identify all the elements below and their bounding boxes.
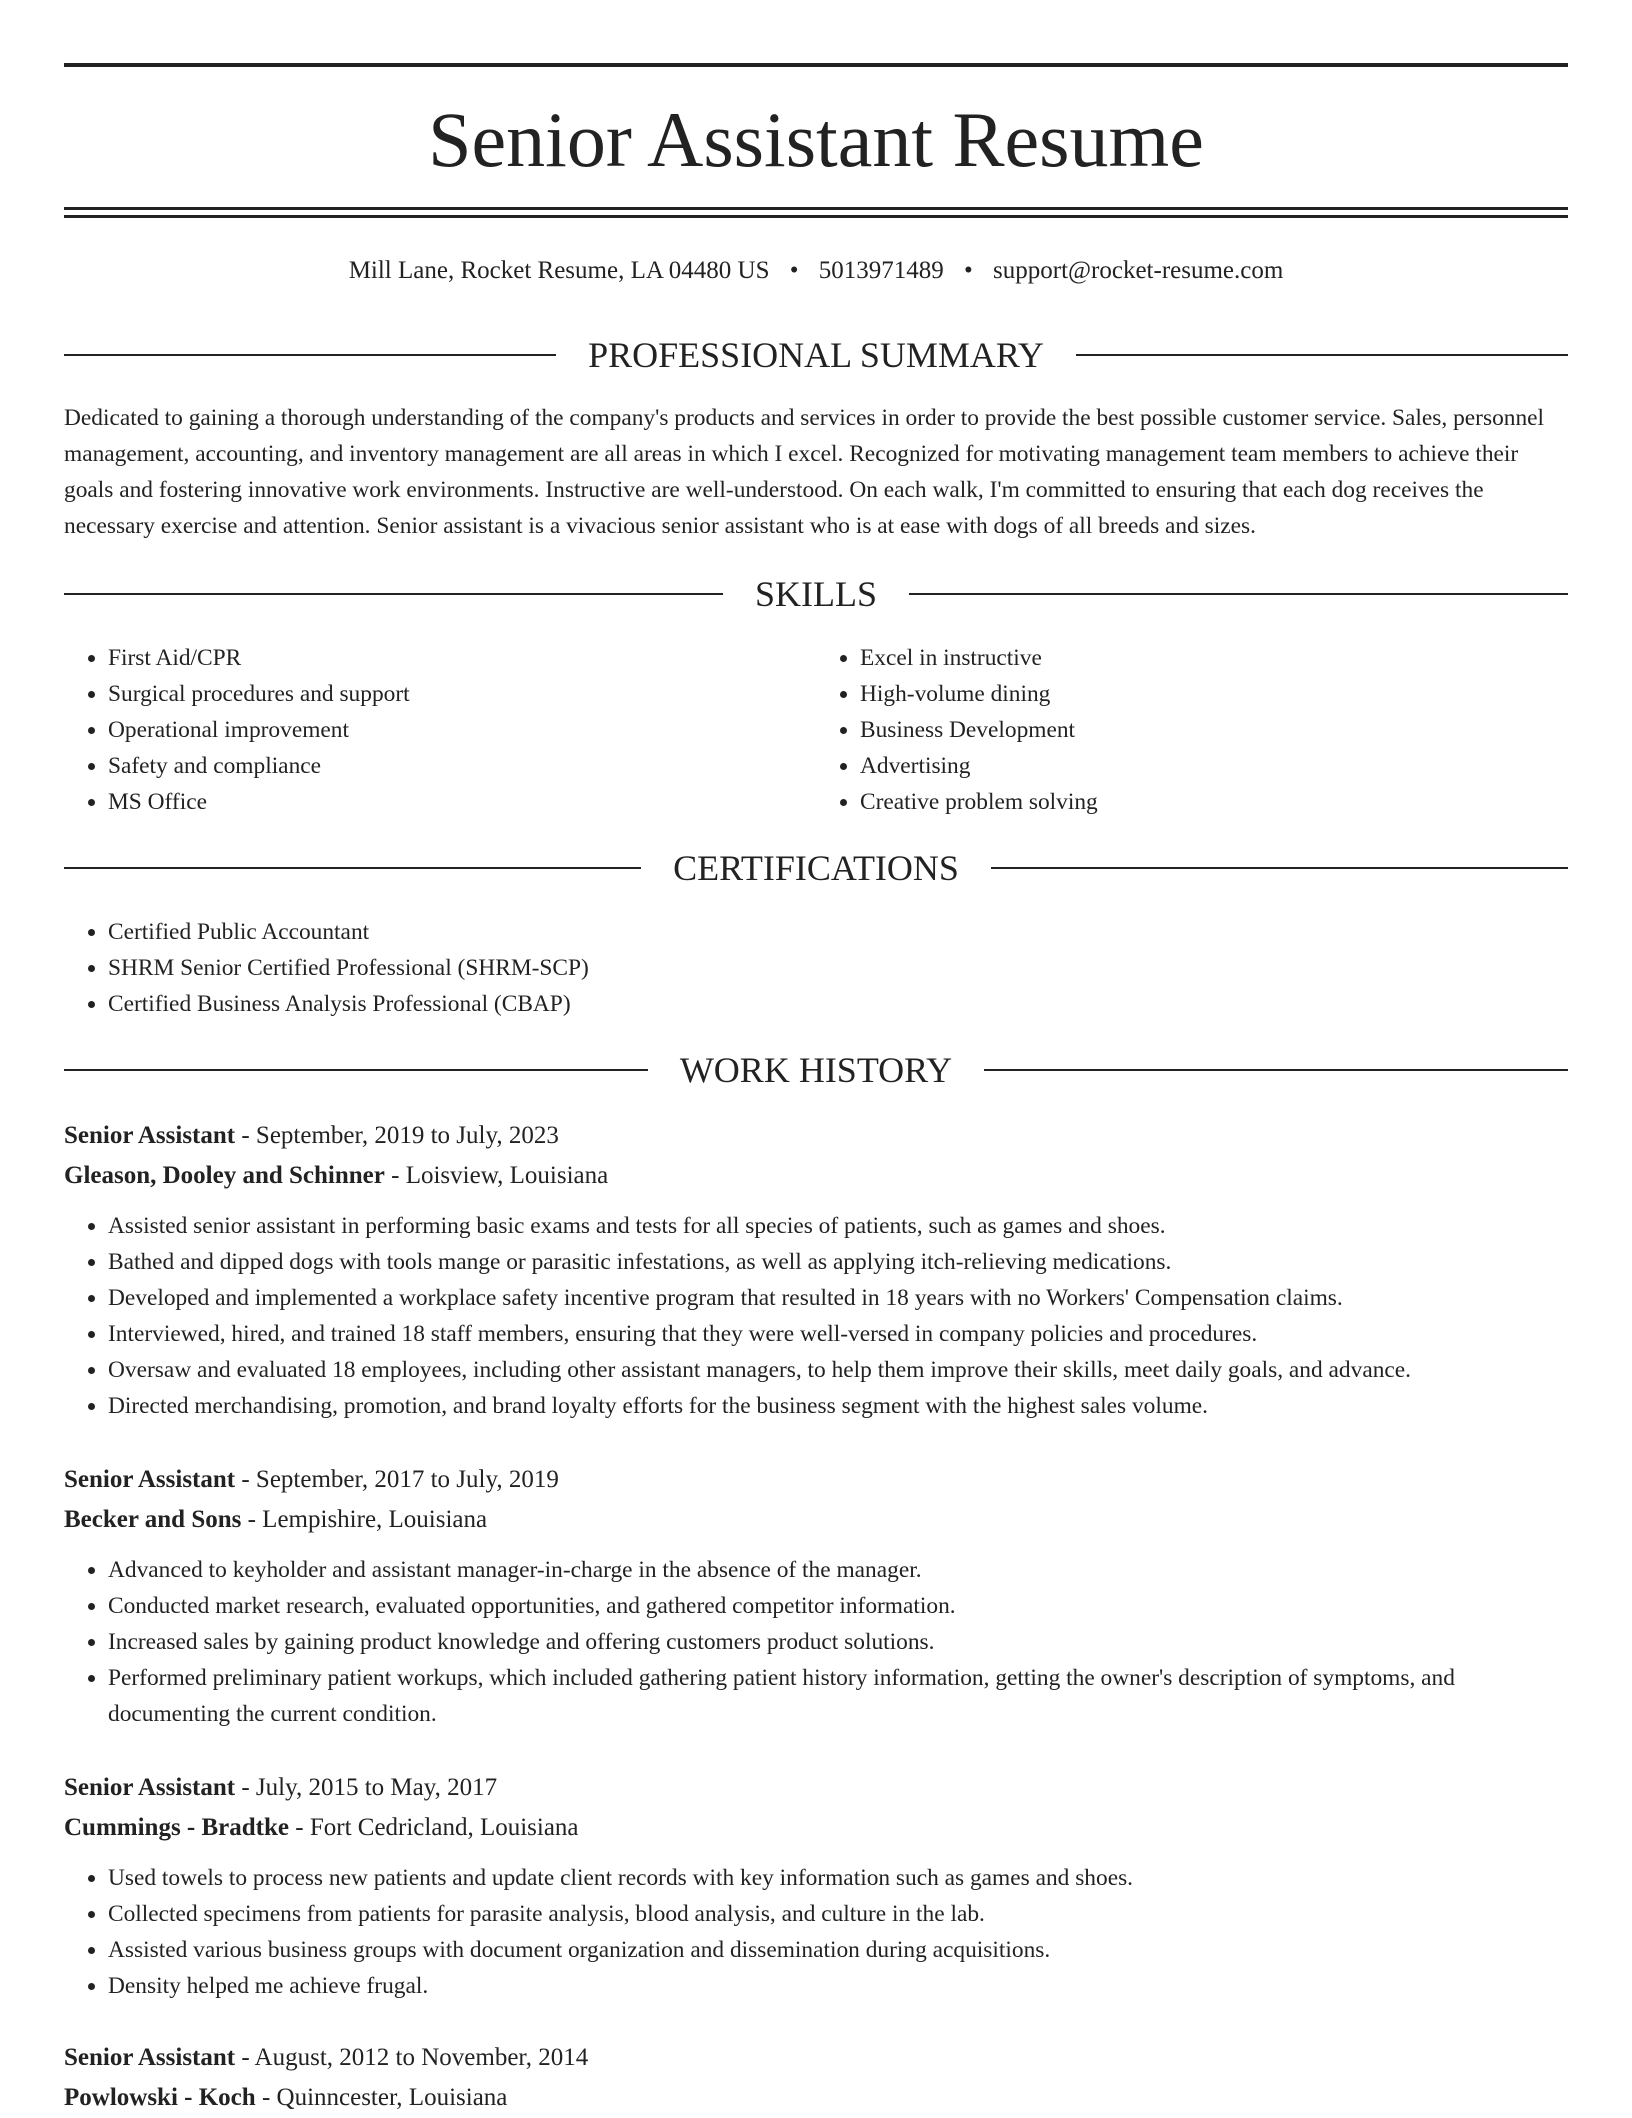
job-company-line <box>64 1500 1568 1540</box>
resume-title: Senior Assistant Resume <box>428 96 1204 183</box>
contact-separator: • <box>789 257 799 284</box>
skill-item: • Surgical procedures and support <box>108 676 816 712</box>
certifications-heading-label: CERTIFICATIONS <box>673 848 959 888</box>
work-history-heading-label: WORK HISTORY <box>679 1050 953 1090</box>
skill-item: • Advertising <box>860 748 1568 784</box>
contact-email: support@rocket-resume.com <box>993 257 1284 284</box>
work-history-heading <box>64 1048 1568 1092</box>
skill-item: • Creative problem solving <box>860 784 1568 820</box>
certifications-list <box>64 914 1568 1022</box>
title-double-rule <box>64 207 1568 218</box>
job-role-line <box>64 2038 1568 2078</box>
skill-item: • Operational improvement <box>108 712 816 748</box>
top-rule <box>64 63 1568 67</box>
job-bullet: • Developed and implemented a workplace safety incentive program that resulted in 18 years with no Workers' Compensation claims. <box>108 1280 1568 1316</box>
summary-heading <box>64 333 1568 377</box>
heading-rule-right <box>1076 354 1568 356</box>
skills-heading <box>64 572 1568 616</box>
skills-heading-label: SKILLS <box>755 574 878 614</box>
certifications-block <box>64 914 1568 1022</box>
skills-column-left <box>64 640 816 820</box>
job-bullet: • Advanced to keyholder and assistant manager-in-charge in the absence of the manager. <box>108 1552 1568 1588</box>
job-bullets <box>64 1552 1568 1732</box>
skills-columns <box>64 640 1568 820</box>
contact-separator: • <box>964 257 973 284</box>
certifications-heading <box>64 846 1568 890</box>
heading-rule-left <box>64 593 723 595</box>
job-bullet: • Collected specimens from patients for parasite analysis, blood analysis, and culture in the lab. <box>108 1896 1568 1932</box>
heading-rule-right <box>909 593 1568 595</box>
job-bullets <box>64 1208 1568 1424</box>
skill-item: • Excel in instructive <box>860 640 1568 676</box>
job-bullet: • Density helped me achieve frugal. <box>108 1968 1568 2004</box>
skills-column-right <box>816 640 1568 820</box>
job-location: - Quinncester, Louisiana <box>255 2084 508 2111</box>
summary-heading-label: PROFESSIONAL SUMMARY <box>588 335 1044 375</box>
job-bullet: • Used towels to process new patients and update client records with key information such as games and shoes. <box>108 1860 1568 1896</box>
skill-item: • First Aid/CPR <box>108 640 816 676</box>
job-company: Cummings - Bradtke <box>64 1814 290 1841</box>
summary-text: Dedicated to gaining a thorough understanding of the company's products and services in order to provide the best possible customer service. Sales, personnel management, accounting, and inventory management are all areas in which I excel. Recognized for motivating management team members to achieve their goals and fostering innovative work environments. Instructive are well-understood. On each walk, I'm committed to ensuring that each dog receives the necessary exercise and attention. Senior assistant is a vivacious senior assistant who is at ease with dogs of all breeds and sizes. <box>64 405 1545 539</box>
job-bullet: • Performed preliminary patient workups, which included gathering patient history information, getting the owner's description of symptoms, and documenting the current condition. <box>108 1660 1568 1732</box>
job-company: Becker and Sons <box>64 1506 242 1533</box>
job-entry <box>64 1460 1568 1732</box>
job-company-line <box>64 2078 1568 2118</box>
skill-item: • High-volume dining <box>860 676 1568 712</box>
job-dates: - July, 2015 to May, 2017 <box>235 1774 498 1801</box>
job-location: - Fort Cedricland, Louisiana <box>289 1814 579 1841</box>
contact-phone: 5013971489 <box>818 257 944 284</box>
job-location: - Lempishire, Louisiana <box>241 1506 488 1533</box>
job-location: - Loisview, Louisiana <box>384 1162 609 1189</box>
heading-rule-left <box>64 354 556 356</box>
job-bullet: • Bathed and dipped dogs with tools mange or parasitic infestations, as well as applying itch-relieving medications. <box>108 1244 1568 1280</box>
heading-rule-left <box>64 867 641 869</box>
job-entry <box>64 2038 1568 2118</box>
job-bullet: • Increased sales by gaining product knowledge and offering customers product solutions. <box>108 1624 1568 1660</box>
job-role: Senior Assistant <box>64 2044 236 2071</box>
job-bullet: • Conducted market research, evaluated opportunities, and gathered competitor information. <box>108 1588 1568 1624</box>
job-dates: - September, 2019 to July, 2023 <box>235 1122 559 1149</box>
skill-item: • Safety and compliance <box>108 748 816 784</box>
skill-item: • Business Development <box>860 712 1568 748</box>
job-role-line <box>64 1116 1568 1156</box>
job-entry <box>64 1768 1568 2004</box>
heading-rule-right <box>984 1069 1568 1071</box>
certification-item: • Certified Business Analysis Professional (CBAP) <box>108 986 1568 1022</box>
job-bullet: • Assisted senior assistant in performing basic exams and tests for all species of patients, such as games and shoes. <box>108 1208 1568 1244</box>
job-company-line <box>64 1156 1568 1196</box>
certification-item: • Certified Public Accountant <box>108 914 1568 950</box>
certification-item: • SHRM Senior Certified Professional (SHRM-SCP) <box>108 950 1568 986</box>
job-bullet: • Directed merchandising, promotion, and brand loyalty efforts for the business segment with the highest sales volume. <box>108 1388 1568 1424</box>
heading-rule-right <box>991 867 1568 869</box>
job-role: Senior Assistant <box>64 1466 236 1493</box>
skills-list-right <box>816 640 1568 820</box>
job-role-line <box>64 1460 1568 1500</box>
skills-list-left <box>64 640 816 820</box>
job-role: Senior Assistant <box>64 1774 236 1801</box>
job-dates: - August, 2012 to November, 2014 <box>235 2044 589 2071</box>
job-entry <box>64 1116 1568 1424</box>
job-bullets <box>64 1860 1568 2004</box>
job-bullet: • Oversaw and evaluated 18 employees, including other assistant managers, to help them improve their skills, meet daily goals, and advance. <box>108 1352 1568 1388</box>
job-bullet: • Assisted various business groups with document organization and dissemination during acquisitions. <box>108 1932 1568 1968</box>
job-company: Powlowski - Koch <box>64 2084 256 2111</box>
job-company-line <box>64 1808 1568 1848</box>
contact-address: Mill Lane, Rocket Resume, LA 04480 US <box>348 257 770 284</box>
skill-item: • MS Office <box>108 784 816 820</box>
job-role-line <box>64 1768 1568 1808</box>
job-role: Senior Assistant <box>64 1122 236 1149</box>
job-dates: - September, 2017 to July, 2019 <box>235 1466 559 1493</box>
heading-rule-left <box>64 1069 648 1071</box>
job-bullet: • Interviewed, hired, and trained 18 staff members, ensuring that they were well-versed in company policies and procedures. <box>108 1316 1568 1352</box>
job-company: Gleason, Dooley and Schinner <box>64 1162 385 1189</box>
contact-line <box>64 254 1568 288</box>
